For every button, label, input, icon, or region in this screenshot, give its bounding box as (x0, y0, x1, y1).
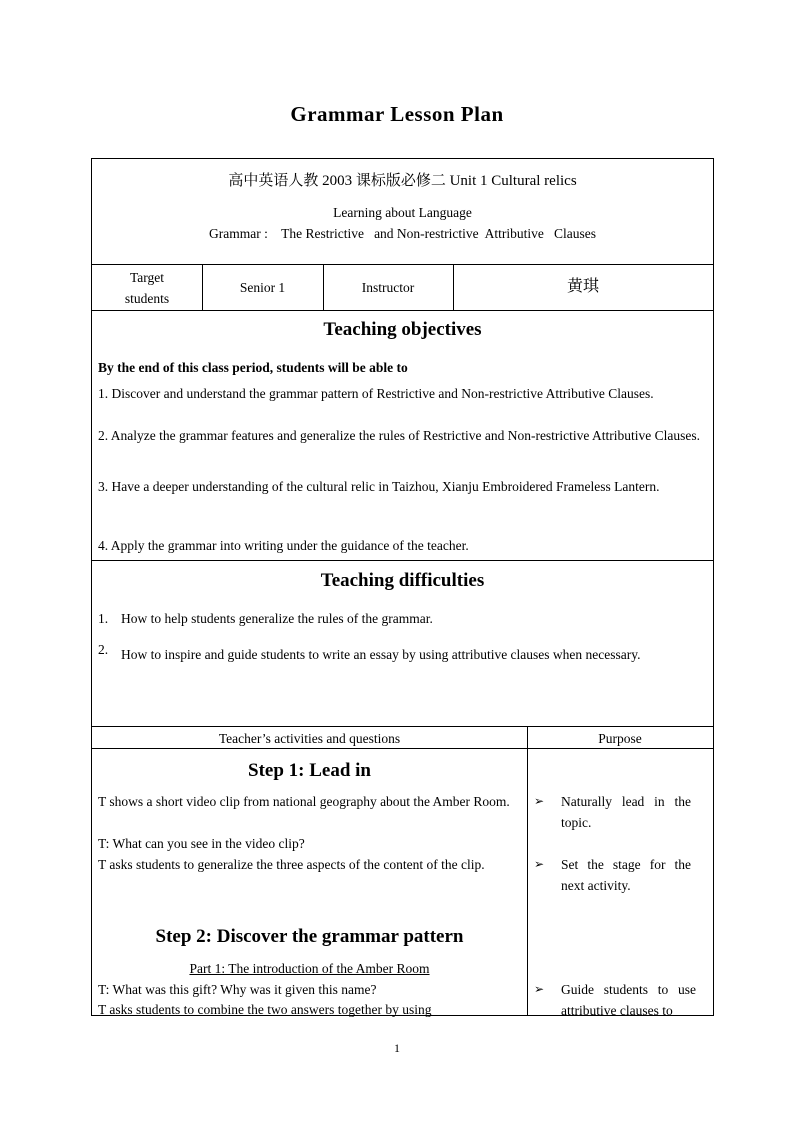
divider (527, 726, 528, 1016)
target-label-2: students (124, 291, 170, 306)
step2-title: Step 2: Discover the grammar pattern (155, 926, 464, 947)
step1-line: T: What can you see in the video clip? (98, 836, 305, 851)
activities-column-header: Teacher’s activities and questions (218, 731, 401, 746)
divider (92, 310, 713, 311)
step1-line: T shows a short video clip from national geography about the Amber Room. (98, 794, 510, 809)
target-value: Senior 1 (239, 280, 286, 295)
difficulties-heading: Teaching difficulties (320, 570, 485, 591)
step2-line: T asks students to combine the two answers together by using (98, 1002, 432, 1017)
objective-item: 4. Apply the grammar into writing under the guidance of the teacher. (98, 538, 469, 553)
page-title: Grammar Lesson Plan (290, 102, 504, 126)
target-label: Target (129, 270, 165, 285)
page-number: 1 (394, 1041, 400, 1055)
divider (92, 264, 713, 265)
lesson-plan-table (91, 158, 714, 1016)
step1-title: Step 1: Lead in (248, 760, 371, 781)
difficulty-number: 1. (98, 611, 109, 626)
step1-purpose: Naturally lead in the topic. (561, 794, 691, 830)
objective-item: 1. Discover and understand the grammar pattern of Restrictive and Non-restrictive Attributive Clauses. (98, 386, 654, 401)
objective-item: 3. Have a deeper understanding of the cultural relic in Taizhou, Xianju Embroidered Frameless Lantern. (98, 479, 660, 494)
instructor-label: Instructor (361, 280, 415, 295)
difficulty-item: How to help students generalize the rules of the grammar. (121, 611, 433, 626)
divider (92, 748, 713, 749)
step1-line: T asks students to generalize the three aspects of the content of the clip. (98, 857, 485, 872)
objectives-intro: By the end of this class period, students will be able to (98, 360, 408, 375)
bullet-arrow-icon: ➢ (534, 794, 545, 808)
difficulty-item: How to inspire and guide students to write an essay by using attributive clauses when necessary. (121, 647, 641, 662)
instructor-value: 黄琪 (566, 278, 599, 295)
objectives-heading: Teaching objectives (323, 319, 482, 340)
step2-part-heading: Part 1: The introduction of the Amber Room (189, 961, 430, 976)
objective-item: 2. Analyze the grammar features and generalize the rules of Restrictive and Non-restrictive Attributive Clauses. (98, 428, 701, 443)
purpose-column-header: Purpose (598, 731, 642, 746)
grammar-line: Grammar : The Restrictive and Non-restrictive Attributive Clauses (208, 226, 597, 241)
step1-purpose: Set the stage for the next activity. (561, 857, 691, 893)
divider (92, 560, 713, 561)
topic-line: Learning about Language (333, 205, 472, 220)
difficulty-number: 2. (98, 642, 109, 657)
bullet-arrow-icon: ➢ (534, 857, 545, 871)
bullet-arrow-icon: ➢ (534, 982, 545, 996)
divider (92, 726, 713, 727)
step2-purpose: Guide students to use attributive clauses to (561, 982, 696, 1018)
course-line: 高中英语人教 2003 课标版必修二 Unit 1 Cultural relics (228, 173, 577, 189)
step2-line: T: What was this gift? Why was it given this name? (98, 982, 377, 997)
